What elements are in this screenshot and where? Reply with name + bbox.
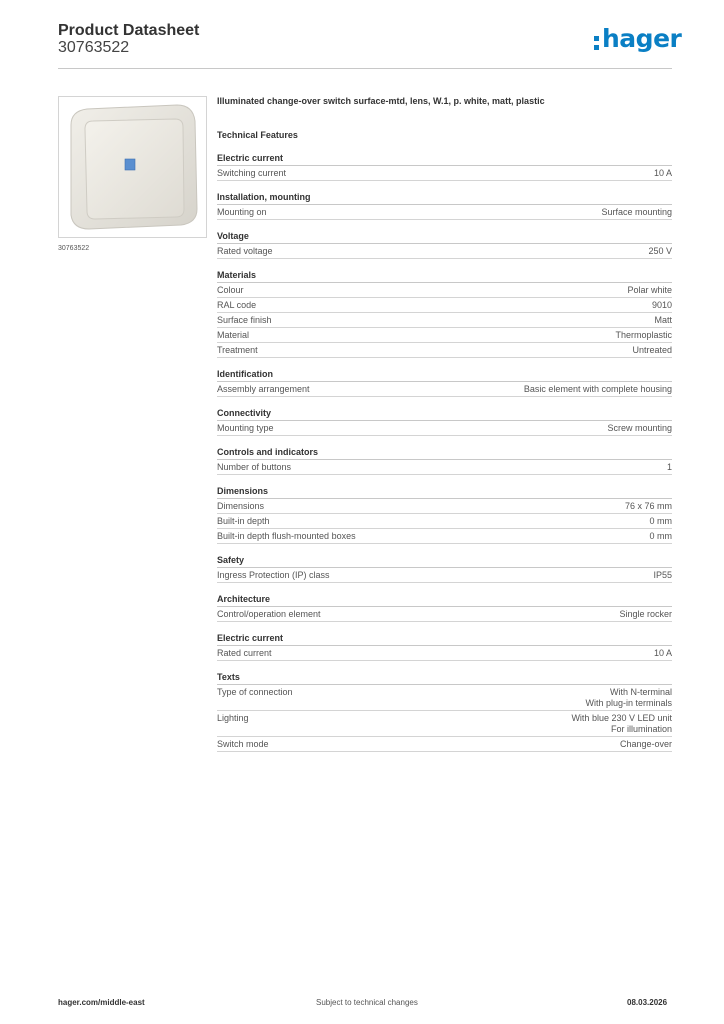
spec-value: [625, 501, 672, 512]
spec-label: Lighting: [217, 712, 249, 723]
section-title: Architecture: [217, 592, 672, 607]
section-title: Connectivity: [217, 406, 672, 421]
section-title: Dimensions: [217, 484, 672, 499]
spec-section: [217, 151, 672, 181]
spec-section: [217, 553, 672, 583]
spec-value: [667, 462, 672, 473]
spec-row: [217, 343, 672, 358]
spec-section: [217, 592, 672, 622]
spec-value-line: 0 mm: [649, 515, 672, 526]
spec-label: Switching current: [217, 167, 287, 178]
spec-value: [650, 516, 673, 527]
product-description: Illuminated change-over switch surface-mtd, lens, W.1, p. white, matt, plastic: [217, 96, 545, 106]
spec-value-line: 10 A: [653, 167, 672, 178]
spec-row: [217, 166, 672, 181]
spec-section: [217, 367, 672, 397]
spec-value-line: Polar white: [627, 284, 672, 295]
spec-value: [654, 315, 672, 326]
spec-section: [217, 268, 672, 358]
spec-value: [627, 285, 672, 296]
page-title: Product Datasheet: [58, 22, 200, 39]
spec-label: Control/operation element: [217, 608, 321, 619]
section-title: Materials: [217, 268, 672, 283]
spec-label: Treatment: [217, 344, 258, 355]
spec-value-line: Untreated: [632, 344, 672, 355]
spec-value: [632, 345, 672, 356]
spec-value: [650, 531, 673, 542]
spec-label: Colour: [217, 284, 244, 295]
spec-row: [217, 298, 672, 313]
spec-row: [217, 328, 672, 343]
section-title: Controls and indicators: [217, 445, 672, 460]
spec-label: Built-in depth flush-mounted boxes: [217, 530, 356, 541]
spec-value: [619, 609, 672, 620]
spec-section: [217, 406, 672, 436]
spec-section: [217, 631, 672, 661]
spec-label: Number of buttons: [217, 461, 292, 472]
logo-dot-icon: [594, 36, 599, 41]
spec-row: [217, 205, 672, 220]
spec-value-line: Single rocker: [619, 608, 672, 619]
spec-value: [620, 739, 672, 750]
section-title: Voltage: [217, 229, 672, 244]
spec-row: [217, 313, 672, 328]
header-divider: [58, 68, 672, 69]
spec-value-line: 10 A: [653, 647, 672, 658]
spec-label: Surface finish: [217, 314, 272, 325]
spec-label: Built-in depth: [217, 515, 270, 526]
product-number: 30763522: [58, 39, 130, 56]
spec-row: [217, 646, 672, 661]
spec-label: Rated voltage: [217, 245, 273, 256]
spec-label: Switch mode: [217, 738, 269, 749]
image-caption: 30763522: [58, 245, 90, 252]
switch-image-icon: [59, 97, 206, 237]
spec-value-line: Surface mounting: [601, 206, 672, 217]
spec-value: [653, 570, 672, 581]
spec-value-line: With N-terminal: [609, 686, 672, 697]
section-title: Identification: [217, 367, 672, 382]
logo-dot-icon: [594, 45, 599, 50]
technical-features-heading: Technical Features: [217, 130, 298, 140]
spec-section: [217, 484, 672, 544]
spec-row: [217, 607, 672, 622]
spec-value: [571, 713, 672, 735]
spec-value-line: Screw mounting: [607, 422, 672, 433]
spec-row: [217, 244, 672, 259]
spec-value-line: Change-over: [619, 738, 672, 749]
section-title: Electric current: [217, 151, 672, 166]
spec-label: Ingress Protection (IP) class: [217, 569, 330, 580]
spec-section: [217, 229, 672, 259]
spec-row: [217, 737, 672, 752]
section-title: Installation, mounting: [217, 190, 672, 205]
spec-value: [615, 330, 672, 341]
spec-value-line: For illumination: [610, 723, 672, 734]
footer-date: 08.03.2026: [627, 998, 668, 1007]
spec-value-line: Thermoplastic: [615, 329, 672, 340]
spec-row: [217, 460, 672, 475]
spec-value: [607, 423, 672, 434]
spec-value-line: 9010: [651, 299, 672, 310]
spec-value: [585, 687, 672, 709]
spec-value-line: 76 x 76 mm: [624, 500, 672, 511]
spec-value-line: IP55: [653, 569, 672, 580]
spec-value: [654, 648, 672, 659]
spec-value-line: Basic element with complete housing: [523, 383, 672, 394]
spec-label: Mounting type: [217, 422, 274, 433]
spec-row: [217, 711, 672, 737]
spec-row: [217, 568, 672, 583]
spec-value-line: With plug-in terminals: [585, 697, 672, 708]
product-image: [58, 96, 207, 238]
spec-row: [217, 382, 672, 397]
spec-label: Assembly arrangement: [217, 383, 310, 394]
spec-value-line: 1: [666, 461, 672, 472]
spec-value: [654, 168, 672, 179]
spec-row: [217, 499, 672, 514]
spec-value-line: With blue 230 V LED unit: [571, 712, 672, 723]
spec-row: [217, 685, 672, 711]
spec-section: [217, 445, 672, 475]
spec-section: [217, 670, 672, 752]
section-title: Texts: [217, 670, 672, 685]
spec-label: Dimensions: [217, 500, 265, 511]
spec-label: Material: [217, 329, 250, 340]
spec-value-line: 0 mm: [649, 530, 672, 541]
spec-row: [217, 421, 672, 436]
footer-website[interactable]: hager.com/middle-east: [58, 998, 145, 1007]
spec-label: Mounting on: [217, 206, 267, 217]
spec-label: Rated current: [217, 647, 272, 658]
spec-label: RAL code: [217, 299, 257, 310]
spec-value: [601, 207, 672, 218]
spec-row: [217, 529, 672, 544]
specifications-table: [217, 151, 672, 761]
spec-row: [217, 514, 672, 529]
spec-row: [217, 283, 672, 298]
section-title: Safety: [217, 553, 672, 568]
spec-section: [217, 190, 672, 220]
spec-value: [648, 246, 672, 257]
spec-value-line: 250 V: [648, 245, 672, 256]
spec-label: Type of connection: [217, 686, 293, 697]
spec-value-line: Matt: [654, 314, 672, 325]
spec-value: [524, 384, 672, 395]
section-title: Electric current: [217, 631, 672, 646]
logo-wordmark: hager: [602, 24, 682, 53]
spec-value: [652, 300, 672, 311]
footer-note: Subject to technical changes: [316, 998, 418, 1007]
